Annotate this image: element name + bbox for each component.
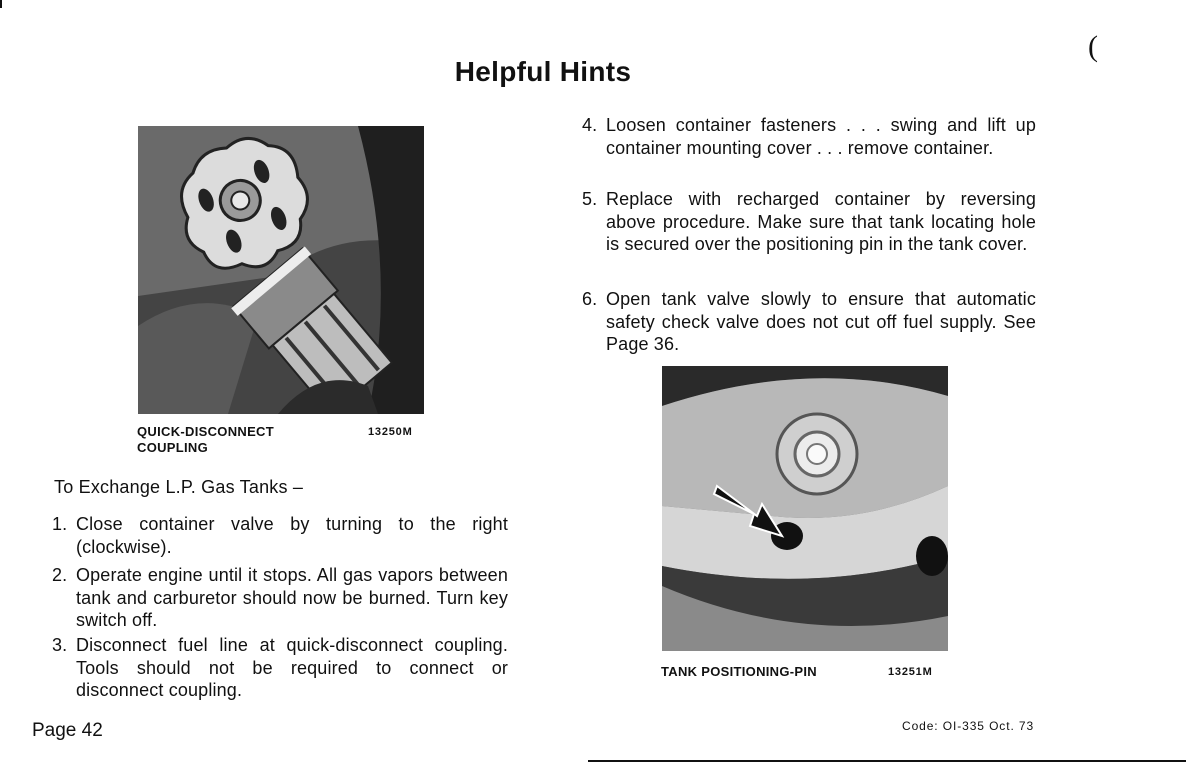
step-number: 2. xyxy=(52,565,68,585)
coupling-caption-line2: COUPLING xyxy=(137,440,209,455)
step-2 xyxy=(52,564,512,634)
coupling-caption-line1: QUICK-DISCONNECT xyxy=(137,424,274,439)
coupling-photo-illustration xyxy=(138,126,424,414)
step-4 xyxy=(582,114,1038,184)
pin-photo xyxy=(662,366,948,651)
step-5 xyxy=(582,188,1038,280)
exchange-heading: To Exchange L.P. Gas Tanks – xyxy=(54,477,304,497)
coupling-caption xyxy=(137,424,274,456)
footer-rule xyxy=(588,760,1186,762)
step-number: 6. xyxy=(582,289,598,309)
step-6 xyxy=(582,288,1038,358)
step-text: Disconnect fuel line at quick-disconnect coupling. Tools should not be required to connect or disconnect coupling. xyxy=(76,635,508,700)
coupling-figure-code: 13250M xyxy=(368,426,413,438)
document-code: Code: OI-335 Oct. 73 xyxy=(902,719,1035,733)
corner-paren-mark: ( xyxy=(1088,30,1098,63)
coupling-photo xyxy=(138,126,424,414)
page-title: Helpful Hints xyxy=(454,56,632,87)
pin-figure-code: 13251M xyxy=(888,666,933,678)
step-text: Close container valve by turning to the right (clockwise). xyxy=(76,514,508,557)
step-number: 4. xyxy=(582,115,598,135)
pin-photo-illustration xyxy=(662,366,948,651)
step-text: Replace with recharged container by reversing above procedure. Make sure that tank locating hole is secured over the positioning pin in the tank cover. xyxy=(606,189,1036,254)
step-number: 1. xyxy=(52,514,68,534)
step-text: Loosen container fasteners . . . swing and lift up container mounting cover . . . remove container. xyxy=(606,115,1036,158)
step-3 xyxy=(52,634,512,704)
pin-caption: TANK POSITIONING-PIN xyxy=(661,664,817,679)
page-number: Page 42 xyxy=(32,720,103,741)
step-number: 5. xyxy=(582,189,598,209)
scan-edge-mark xyxy=(0,0,2,8)
step-1 xyxy=(52,513,512,559)
step-number: 3. xyxy=(52,635,68,655)
step-text: Open tank valve slowly to ensure that automatic safety check valve does not cut off fuel supply. See Page 36. xyxy=(606,289,1036,354)
step-text: Operate engine until it stops. All gas vapors between tank and carburetor should now be burned. Turn key switch off. xyxy=(76,565,508,630)
